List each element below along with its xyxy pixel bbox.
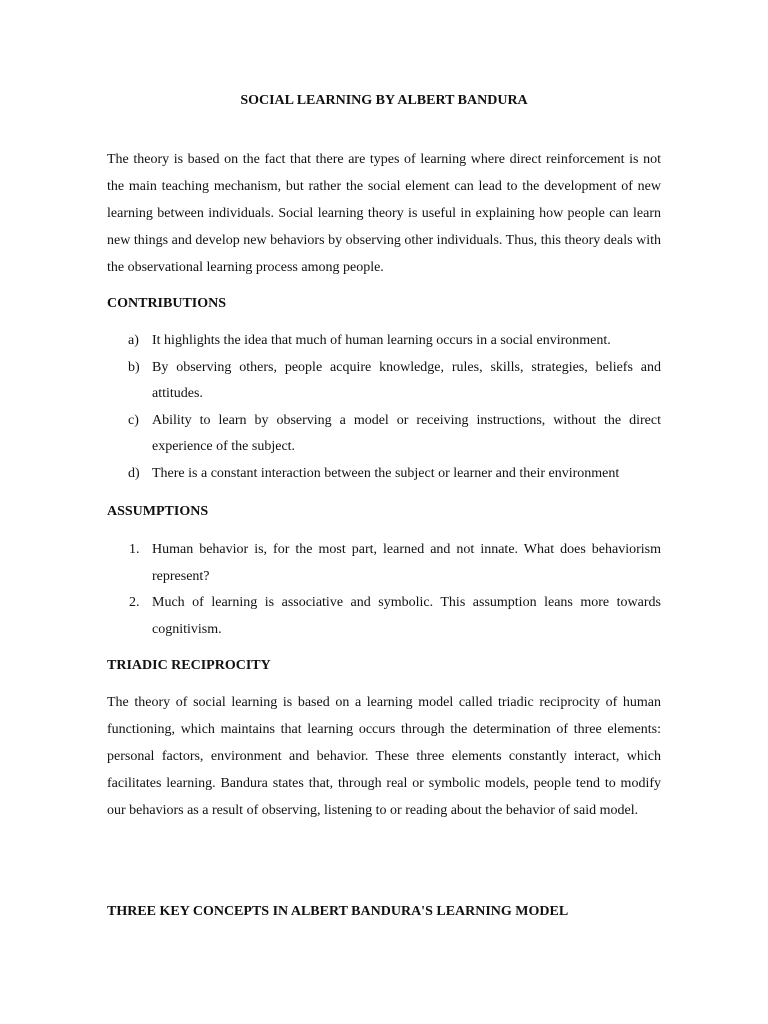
list-marker: 2.	[129, 595, 140, 610]
list-item-text: Human behavior is, for the most part, learned and not innate. What does behaviorism represent?	[152, 542, 661, 584]
list-item	[107, 328, 661, 355]
list-item-text: By observing others, people acquire knowledge, rules, skills, strategies, beliefs and attitudes.	[152, 359, 661, 401]
intro-paragraph: The theory is based on the fact that there are types of learning where direct reinforcement is not the main teaching mechanism, but rather the social element can lead to the development of new learning between individuals. Social learning theory is useful in explaining how people can learn new things and develop new behaviors by observing other individuals. Thus, this theory deals with the observational learning process among people.	[107, 152, 661, 275]
list-marker: d)	[128, 465, 140, 481]
triadic-reciprocity-heading: TRIADIC RECIPROCITY	[107, 658, 271, 673]
list-marker: c)	[128, 412, 139, 428]
list-item	[107, 461, 661, 488]
key-concepts-heading: THREE KEY CONCEPTS IN ALBERT BANDURA'S LEARNING MODEL	[107, 904, 569, 919]
list-item	[107, 408, 661, 461]
assumptions-heading: ASSUMPTIONS	[107, 504, 209, 519]
contributions-list	[107, 328, 661, 487]
list-marker: b)	[128, 359, 140, 375]
list-item	[107, 537, 661, 590]
list-item	[107, 590, 661, 643]
list-item	[107, 355, 661, 408]
document-title: SOCIAL LEARNING BY ALBERT BANDURA	[240, 93, 528, 108]
assumptions-list	[107, 537, 661, 643]
contributions-heading: CONTRIBUTIONS	[107, 296, 227, 311]
list-marker: a)	[128, 333, 139, 348]
list-marker: 1.	[129, 542, 140, 557]
triadic-reciprocity-paragraph: The theory of social learning is based on a learning model called triadic reciprocity of human functioning, which maintains that learning occurs through the determination of three elements: personal factors, environment and behavior. These three elements constantly interact, which facilitates learning. Bandura states that, through real or symbolic models, people tend to modify our behaviors as a result of observing, listening to or reading about the behavior of said model.	[107, 695, 661, 818]
list-item-text: There is a constant interaction between the subject or learner and their environment	[152, 465, 620, 481]
list-item-text: Ability to learn by observing a model or receiving instructions, without the direct experience of the subject.	[152, 412, 661, 454]
list-item-text: It highlights the idea that much of human learning occurs in a social environment.	[152, 333, 611, 348]
list-item-text: Much of learning is associative and symbolic. This assumption leans more towards cognitivism.	[152, 595, 661, 637]
